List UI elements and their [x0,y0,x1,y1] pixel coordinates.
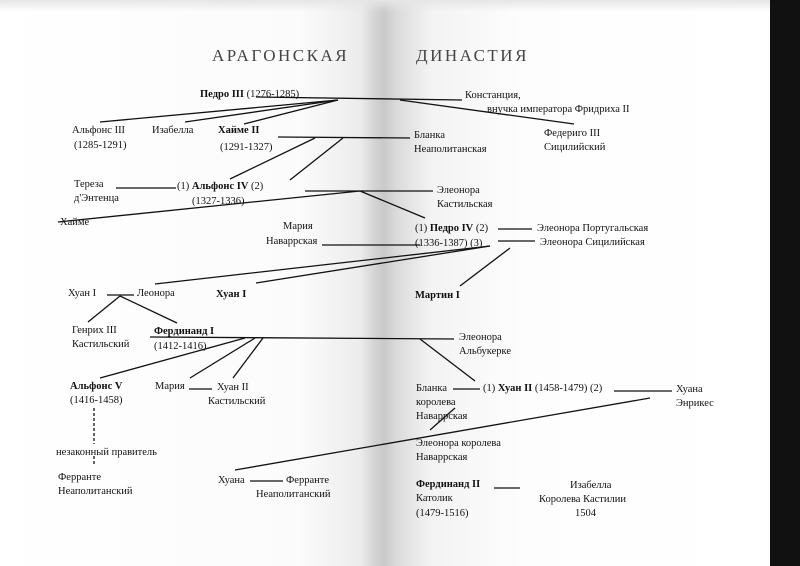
title-left: АРАГОНСКАЯ [212,46,350,65]
eleanor-navarre-line1: Элеонора королева [416,438,501,449]
marriage-line-jaime2 [278,137,410,138]
teresa-line1: Тереза [74,179,104,190]
jaime2-name: Хайме II [218,125,260,136]
isabella: Изабелла [152,125,194,136]
alfonso4-prefix: (1) [177,181,190,192]
eleanor-castile-line1: Элеонора [437,185,480,196]
blanca-navarre-line3: Наваррская [416,411,468,422]
jaime2-years: (1291-1327) [220,142,273,153]
descent-line-pedro4 [360,191,425,218]
pedro3-name: Педро III [200,89,244,100]
ferdinand2-years: (1479-1516) [416,508,469,519]
alfonso5-years: (1416-1458) [70,395,123,406]
illegitimate-note: незаконный правитель [56,447,157,458]
descent-line-juan1 [155,246,490,284]
juana-enriquez-line1: Хуана [676,384,703,395]
henry3-line2: Кастильский [72,339,130,350]
juana: Хуана [218,475,245,486]
isabella-castile-year: 1504 [575,508,596,519]
blanca-navarre-line2: королева [416,397,456,408]
blanca-naples-line1: Бланка [414,130,446,141]
juan2-castile-line1: Хуан II [217,382,249,393]
teresa-line2: д'Энтенца [74,193,119,204]
eleanor-portugal: Элеонора Португальская [537,223,649,234]
person-alfonso4 [177,180,263,194]
pedro4-prefix: (1) [415,223,428,234]
ferrante-line2: Неаполитанский [58,486,133,497]
maria-navarre-line1: Мария [283,221,313,232]
ferdinand1-name: Фердинанд I [154,326,215,337]
descent-line-juan2-castile [233,338,263,378]
pedro4-suffix: (2) [475,223,489,234]
ferdinand2-line2: Католик [416,493,453,504]
juan2-years: (1458-1479) (2) [534,383,603,394]
alfonso3-years: (1285-1291) [74,140,127,151]
ferdinand1-years: (1412-1416) [154,341,207,352]
isabella-castile-line1: Изабелла [570,480,612,491]
ferrante2-line2: Неаполитанский [256,489,331,500]
alfonso4-name: Альфонс IV [191,181,249,192]
juana-enriquez-line2: Энрикес [676,398,714,409]
juan1-bold: Хуан I [216,289,247,300]
henry3-line1: Генрих III [72,325,117,336]
person-juan2 [483,382,602,396]
eleanor-navarre-line2: Наваррская [416,452,468,463]
juan2-castile-line2: Кастильский [208,396,266,407]
alfonso5-name: Альфонс V [70,381,123,392]
juan2-prefix: (1) [483,383,496,394]
pedro3-years: (1276-1285) [246,89,300,100]
descent-line-isabella [185,100,338,122]
eleanor-castile-line2: Кастильская [437,199,493,210]
ferrante-line1: Ферранте [58,472,101,483]
alfonso3-name: Альфонс III [72,125,126,136]
jaime: Хайме [60,217,90,228]
ferrante2-line1: Ферранте [286,475,329,486]
martin1: Мартин I [415,290,460,301]
eleanor-alb-line1: Элеонора [459,332,502,343]
title-right: ДИНАСТИЯ [416,46,529,65]
blanca-naples-line2: Неаполитанская [414,144,487,155]
person-pedro4 [415,222,488,236]
maria: Мария [155,381,185,392]
maria-navarre-line2: Наваррская [266,236,318,247]
person-pedro3 [200,88,299,102]
juan1: Хуан I [68,288,97,299]
eleanor-sicily: Элеонора Сицилийская [540,237,645,248]
descent-line-alfonso4b [290,138,343,180]
federico3-line1: Федериго III [544,128,601,139]
federico3-line2: Сицилийский [544,142,606,153]
isabella-castile-line2: Королева Кастилии [539,494,626,505]
descent-line-martin1 [460,248,510,286]
juan2-name: Хуан II [497,383,533,394]
ferdinand2-name: Фердинанд II [416,479,481,490]
leonora: Леонора [137,288,175,299]
alfonso4-years: (1327-1336) [192,196,245,207]
descent-line-juan1b [256,246,490,283]
constance-line1: Констанция, [465,90,521,101]
blanca-navarre-line1: Бланка [416,383,448,394]
constance-line2: внучка императора Фридриха II [487,104,630,115]
pedro4-name: Педро IV [429,223,474,234]
pedro4-years: (1336-1387) (3) [415,238,483,249]
eleanor-alb-line2: Альбукерке [459,346,512,357]
descent-line-alfonso3 [100,100,338,122]
alfonso4-suffix: (2) [251,181,264,192]
